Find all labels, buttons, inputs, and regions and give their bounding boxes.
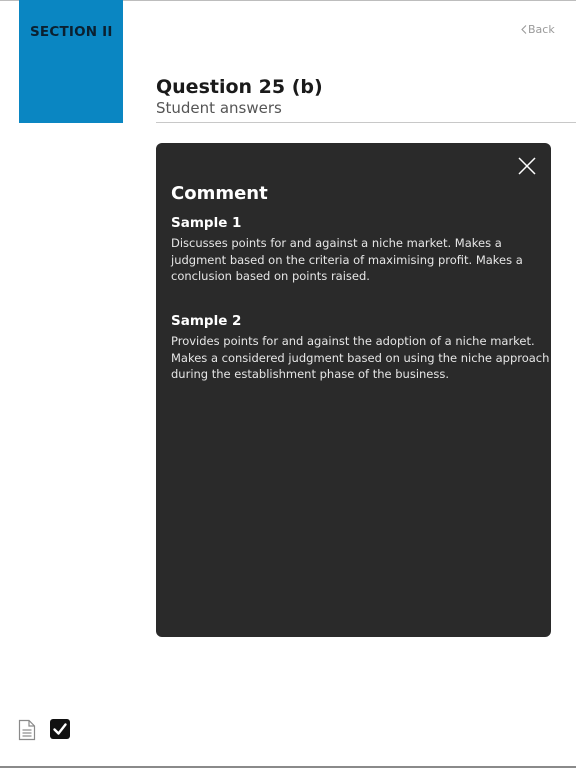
sample-1-line: conclusion based on points raised. bbox=[171, 269, 370, 283]
section-label: SECTION II bbox=[30, 24, 113, 40]
sample-1-heading: Sample 1 bbox=[171, 215, 242, 231]
sample-1-text bbox=[171, 235, 536, 285]
sample-1-line: Discusses points for and against a niche market. Makes a bbox=[171, 236, 502, 250]
checkbox-checked-icon[interactable] bbox=[50, 719, 70, 739]
close-icon bbox=[517, 156, 537, 176]
sample-2-line: Provides points for and against the adoption of a niche market. bbox=[171, 334, 535, 348]
header-divider bbox=[156, 122, 576, 123]
sample-2-text bbox=[171, 333, 550, 383]
comment-title: Comment bbox=[171, 183, 268, 204]
close-button[interactable] bbox=[517, 156, 537, 176]
comment-modal bbox=[156, 143, 551, 637]
sample-2-line: Makes a considered judgment based on using the niche approach bbox=[171, 350, 550, 365]
sample-1-line: judgment based on the criteria of maximising profit. Makes a bbox=[171, 252, 523, 267]
page-subtitle: Student answers bbox=[156, 99, 282, 117]
page-title: Question 25 (b) bbox=[156, 76, 323, 98]
sample-2-line: during the establishment phase of the business. bbox=[171, 367, 450, 381]
sample-2-heading: Sample 2 bbox=[171, 313, 242, 329]
back-button[interactable] bbox=[521, 23, 555, 36]
back-label: Back bbox=[528, 23, 555, 36]
section-tab bbox=[19, 0, 123, 123]
document-icon[interactable] bbox=[17, 719, 37, 741]
chevron-left-icon bbox=[521, 23, 527, 36]
